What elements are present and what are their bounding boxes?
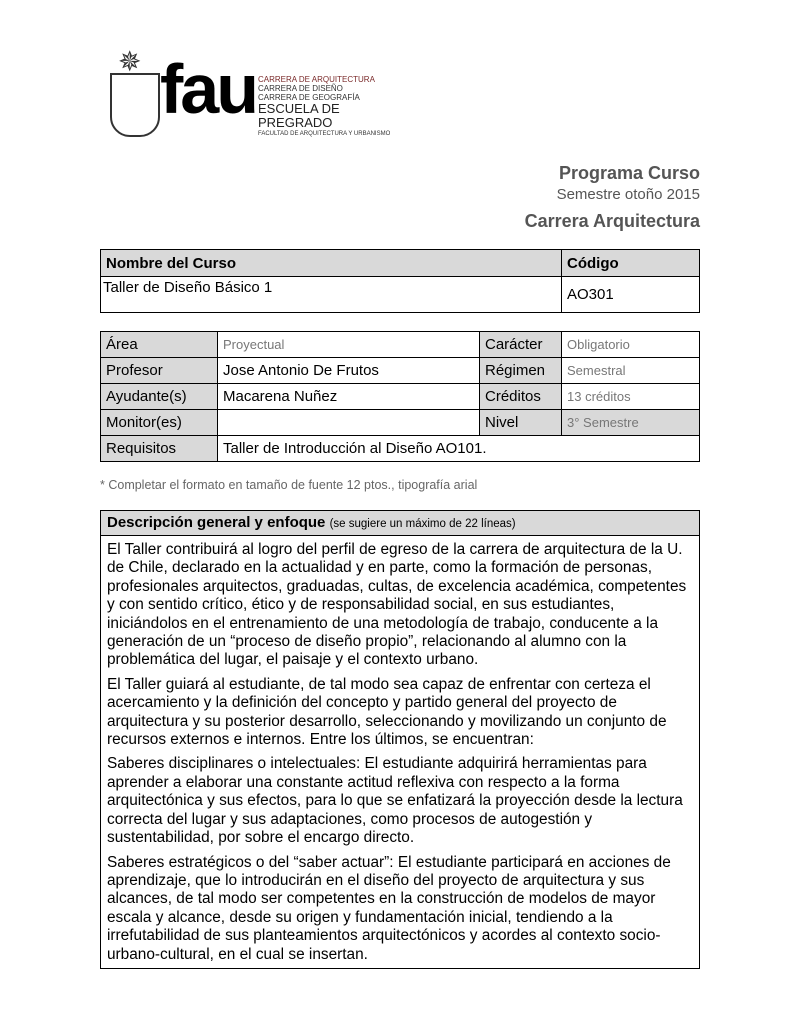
profesor-label: Profesor: [101, 358, 218, 384]
description-title: Descripción general y enfoque: [107, 514, 326, 531]
university-shield-icon: [110, 73, 160, 137]
description-paragraph: El Taller guiará al estudiante, de tal modo sea capaz de enfrentar con certeza el acercamiento y la definición del concepto y partido general del proyecto de arquitectura y su posterior desarrollo, seleccionando y movilizando un conjunto de recursos externos e internos. Entre los últimos, se encuentran:: [107, 675, 667, 749]
monitor-value: [218, 410, 480, 436]
regimen-value: Semestral: [562, 358, 700, 384]
monitor-label: Monitor(es): [101, 410, 218, 436]
info-table: [100, 331, 700, 462]
description-paragraph: Saberes estratégicos o del “saber actuar”: El estudiante participará en acciones de aprendizaje, que lo introducirán en el diseño del proyecto de arquitectura y sus alcances, de tal modo ser competentes en la construcción de modelos de mayor escala y alcance, desde su origen y fundamentación inicial, tendiendo a la irrefutabilidad de sus planteamientos arquitectónicos y acordes al contexto socio-urbano-cultural, en el cual se insertan.: [107, 853, 671, 963]
course-name-label: Nombre del Curso: [101, 250, 562, 277]
career: Carrera Arquitectura: [524, 211, 700, 231]
nivel-value: 3° Semestre: [562, 410, 700, 436]
course-code: AO301: [562, 277, 700, 313]
caracter-value: Obligatorio: [562, 332, 700, 358]
nivel-label: Nivel: [480, 410, 562, 436]
course-table: [100, 249, 700, 313]
star-icon: ✵: [118, 46, 142, 77]
logo-line: CARRERA DE DISEÑO: [258, 84, 343, 93]
profesor-value: Jose Antonio De Frutos: [218, 358, 480, 384]
ayudante-label: Ayudante(s): [101, 384, 218, 410]
creditos-value: 13 créditos: [562, 384, 700, 410]
description-hint: (se sugiere un máximo de 22 líneas): [329, 518, 516, 530]
description-paragraph: Saberes disciplinares o intelectuales: El estudiante adquirirá herramientas para aprender a elaborar una constante actitud reflexiva con respecto a la forma arquitectónica y sus efectos, para lo que se enfatizará la proyección desde la lectura correcta del lugar y sus adaptaciones, como procesos de autogestión y sustentabilidad, por sobre el encargo directo.: [107, 755, 683, 847]
ayudante-value: Macarena Nuñez: [218, 384, 480, 410]
logo-line: CARRERA DE ARQUITECTURA: [258, 75, 375, 84]
page-title: Programa Curso: [558, 163, 700, 183]
caracter-label: Carácter: [480, 332, 562, 358]
fau-logo: [108, 45, 408, 135]
area-label: Área: [101, 332, 218, 358]
course-code-label: Código: [562, 250, 700, 277]
logo-school: ESCUELA DE PREGRADO: [258, 101, 340, 130]
logo-line: CARRERA DE GEOGRAFÍA: [258, 93, 360, 102]
logo-brand: fau: [160, 50, 256, 128]
area-value: Proyectual: [218, 332, 480, 358]
logo-faculty: FACULTAD DE ARQUITECTURA Y URBANISMO: [258, 131, 391, 137]
format-note: * Completar el formato en tamaño de fuente 12 ptos., tipografía arial: [100, 478, 478, 492]
description-paragraph: El Taller contribuirá al logro del perfil de egreso de la carrera de arquitectura de la U. de Chile, declarado en la actualidad y en parte, como la formación de personas, profesionales arquitectos, graduadas, cultas, de excelencia académica, competentes y con sentido crítico, ético y de responsabilidad social, en sus estudiantes, iniciándolos en el entrenamiento de una metodología de trabajo, conducente a la generación de un “proceso de diseño propio”, relacionando al alumno con la problemática del lugar, el paisaje y el contexto urbano.: [107, 541, 687, 669]
course-name: Taller de Diseño Básico 1: [101, 277, 562, 313]
description-section: [100, 510, 700, 969]
creditos-label: Créditos: [480, 384, 562, 410]
regimen-label: Régimen: [480, 358, 562, 384]
requisitos-label: Requisitos: [101, 436, 218, 462]
requisitos-value: Taller de Introducción al Diseño AO101.: [218, 436, 700, 462]
semester: Semestre otoño 2015: [556, 186, 700, 203]
